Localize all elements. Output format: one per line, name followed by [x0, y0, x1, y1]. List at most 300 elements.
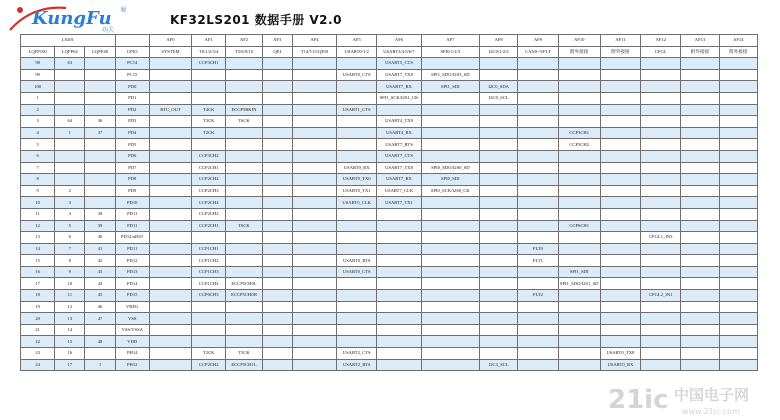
pin-number-cell: 18: [21, 290, 55, 302]
af13-label: AF13: [681, 35, 719, 47]
function-cell: [226, 266, 262, 278]
function-cell: USART0_TX0: [337, 174, 377, 186]
function-cell: [377, 290, 421, 302]
af3-label: AF3: [262, 35, 292, 47]
af0-sub: SYSTEM: [149, 46, 191, 58]
pin-number-cell: [85, 104, 115, 116]
function-cell: [600, 220, 640, 232]
function-cell: [226, 127, 262, 139]
function-cell: [681, 208, 719, 220]
function-cell: [292, 58, 336, 70]
table-row: [21, 336, 758, 348]
function-cell: [600, 58, 640, 70]
pin-number-cell: [85, 58, 115, 70]
function-cell: [292, 266, 336, 278]
function-cell: [226, 185, 262, 197]
pin-number-cell: 10: [55, 278, 85, 290]
function-cell: [558, 162, 600, 174]
function-cell: [421, 220, 479, 232]
function-cell: SPI0_SCK/I2S0_CK: [421, 185, 479, 197]
function-cell: [480, 174, 518, 186]
function-cell: [262, 232, 292, 244]
pkg-lqfp100: LQFP100: [21, 46, 55, 58]
function-cell: [719, 116, 757, 128]
function-cell: [641, 266, 681, 278]
function-cell: [192, 139, 226, 151]
function-cell: [421, 208, 479, 220]
function-cell: [337, 232, 377, 244]
pin-number-cell: 4: [21, 127, 55, 139]
function-cell: [600, 208, 640, 220]
function-cell: [641, 58, 681, 70]
function-cell: [641, 359, 681, 371]
function-cell: [337, 58, 377, 70]
function-cell: [480, 313, 518, 325]
function-cell: [377, 278, 421, 290]
function-cell: [600, 232, 640, 244]
gpio-cell: VREG: [115, 301, 149, 313]
function-cell: [558, 255, 600, 267]
pin-number-cell: [55, 81, 85, 93]
function-cell: [600, 290, 640, 302]
function-cell: [292, 348, 336, 360]
function-cell: [192, 313, 226, 325]
function-cell: [558, 336, 600, 348]
function-cell: USART7_CLK: [377, 185, 421, 197]
pin-number-cell: 15: [21, 255, 55, 267]
af-subheader-row: [21, 46, 758, 58]
function-cell: [262, 58, 292, 70]
gpio-cell: VDD: [115, 336, 149, 348]
function-cell: [337, 208, 377, 220]
function-cell: [377, 266, 421, 278]
gpio-cell: PC15: [115, 69, 149, 81]
function-cell: [149, 58, 191, 70]
pin-number-cell: 5: [21, 139, 55, 151]
function-cell: [292, 290, 336, 302]
function-cell: [292, 116, 336, 128]
pin-number-cell: 17: [21, 278, 55, 290]
function-cell: [149, 232, 191, 244]
gpio-cell: PD6: [115, 150, 149, 162]
function-cell: [600, 185, 640, 197]
function-cell: [149, 348, 191, 360]
pin-number-cell: [85, 197, 115, 209]
pin-number-cell: 13: [55, 313, 85, 325]
function-cell: T2CK: [192, 127, 226, 139]
function-cell: T3CK: [192, 116, 226, 128]
function-cell: [292, 104, 336, 116]
function-cell: CCP2CH1: [192, 220, 226, 232]
function-cell: [192, 92, 226, 104]
pin-number-cell: [85, 139, 115, 151]
table-row: [21, 220, 758, 232]
gpio-cell: PD11: [115, 243, 149, 255]
function-cell: [292, 313, 336, 325]
function-cell: [719, 162, 757, 174]
pin-number-cell: 4: [55, 208, 85, 220]
function-cell: [421, 197, 479, 209]
page-header: [0, 0, 780, 34]
function-cell: [518, 150, 558, 162]
function-cell: [292, 324, 336, 336]
function-cell: [377, 313, 421, 325]
af5-label: AF5: [337, 35, 377, 47]
function-cell: [681, 220, 719, 232]
pin-number-cell: 20: [21, 313, 55, 325]
function-cell: [149, 127, 191, 139]
watermark-url: www.21ic.com: [682, 407, 740, 416]
table-row: [21, 197, 758, 209]
function-cell: [558, 185, 600, 197]
function-cell: [558, 81, 600, 93]
function-cell: [641, 348, 681, 360]
function-cell: [600, 255, 640, 267]
function-cell: CFGL2_IN1: [641, 290, 681, 302]
function-cell: USART0_TX8: [600, 348, 640, 360]
function-cell: [149, 359, 191, 371]
table-row: [21, 232, 758, 244]
af0-label: AF0: [149, 35, 191, 47]
pin-number-cell: 48: [85, 336, 115, 348]
function-cell: [641, 150, 681, 162]
gpio-cell: PD4: [115, 127, 149, 139]
af10-label: AF10: [558, 35, 600, 47]
function-cell: [421, 301, 479, 313]
gpio-cell: VSS/VSSA: [115, 324, 149, 336]
function-cell: [292, 139, 336, 151]
function-cell: [192, 69, 226, 81]
function-cell: [226, 313, 262, 325]
pkg-lqfp64: LQFP64: [55, 46, 85, 58]
function-cell: [719, 301, 757, 313]
function-cell: [719, 313, 757, 325]
function-cell: [421, 336, 479, 348]
af7-sub: SPI0/1/2/3: [421, 46, 479, 58]
function-cell: [641, 336, 681, 348]
function-cell: CCP2CH2: [192, 359, 226, 371]
function-cell: USART7_TX1: [377, 197, 421, 209]
function-cell: [226, 69, 262, 81]
function-cell: I2C0_SCL: [480, 92, 518, 104]
table-row: [21, 278, 758, 290]
af6-sub: USART3/4/5/6/7: [377, 46, 421, 58]
pin-number-cell: 11: [55, 290, 85, 302]
function-cell: [600, 174, 640, 186]
af1-sub: T0/1/2/3/4: [192, 46, 226, 58]
function-cell: [337, 324, 377, 336]
function-cell: [681, 81, 719, 93]
pin-number-cell: 64: [55, 116, 85, 128]
function-cell: [226, 139, 262, 151]
function-cell: [558, 150, 600, 162]
pin-number-cell: 1: [85, 359, 115, 371]
gpio-cell: PH14: [115, 348, 149, 360]
function-cell: [149, 278, 191, 290]
function-cell: [600, 127, 640, 139]
pin-number-cell: [85, 162, 115, 174]
function-cell: [262, 290, 292, 302]
function-cell: USART1_CTS: [337, 104, 377, 116]
gpio-cell: PH12: [115, 359, 149, 371]
function-cell: [600, 301, 640, 313]
function-cell: [681, 150, 719, 162]
pin-number-cell: [55, 69, 85, 81]
function-cell: RTC_OUT: [149, 104, 191, 116]
pin-number-cell: 16: [21, 266, 55, 278]
pin-number-cell: [55, 162, 85, 174]
function-cell: [262, 278, 292, 290]
af14-label: AF14: [719, 35, 757, 47]
function-cell: [681, 243, 719, 255]
document-title: KF32LS201 数据手册 V2.0: [170, 13, 342, 27]
function-cell: [641, 69, 681, 81]
function-cell: [226, 324, 262, 336]
function-cell: [262, 139, 292, 151]
pin-number-cell: 13: [21, 232, 55, 244]
function-cell: [719, 232, 757, 244]
pin-number-cell: 38: [85, 208, 115, 220]
function-cell: [641, 127, 681, 139]
function-cell: [192, 324, 226, 336]
function-cell: CCP1CH1: [192, 243, 226, 255]
function-cell: [719, 336, 757, 348]
function-cell: [421, 116, 479, 128]
function-cell: [262, 162, 292, 174]
table-row: [21, 301, 758, 313]
function-cell: [641, 81, 681, 93]
function-cell: [518, 266, 558, 278]
table-row: [21, 69, 758, 81]
function-cell: [518, 220, 558, 232]
table-row: [21, 174, 758, 186]
site-watermark: [604, 378, 774, 418]
pin-number-cell: 8: [55, 255, 85, 267]
function-cell: [719, 243, 757, 255]
pin-number-cell: 12: [21, 220, 55, 232]
table-row: [21, 290, 758, 302]
function-cell: [337, 220, 377, 232]
function-cell: [681, 301, 719, 313]
function-cell: [600, 313, 640, 325]
function-cell: [600, 104, 640, 116]
function-cell: [262, 266, 292, 278]
pin-number-cell: [85, 174, 115, 186]
function-cell: [518, 58, 558, 70]
function-cell: [262, 127, 292, 139]
pin-number-cell: 9: [55, 266, 85, 278]
function-cell: [518, 174, 558, 186]
function-cell: [600, 92, 640, 104]
pin-number-cell: 39: [85, 220, 115, 232]
function-cell: [292, 185, 336, 197]
function-cell: USART4_RX: [377, 127, 421, 139]
function-cell: [719, 127, 757, 139]
pkg-lqfp48: LQFP48: [85, 46, 115, 58]
function-cell: T4CK: [192, 104, 226, 116]
function-cell: [558, 58, 600, 70]
function-cell: USART2_CTS: [337, 348, 377, 360]
function-cell: [149, 208, 191, 220]
pin-number-cell: 3: [21, 116, 55, 128]
af13-sub: 附外接接: [681, 46, 719, 58]
pin-number-cell: 19: [21, 301, 55, 313]
function-cell: [641, 313, 681, 325]
function-cell: [149, 92, 191, 104]
function-cell: [518, 127, 558, 139]
af11-sub: 附外接接: [600, 46, 640, 58]
function-cell: [192, 81, 226, 93]
function-cell: [226, 58, 262, 70]
function-cell: [558, 92, 600, 104]
function-cell: [262, 208, 292, 220]
function-cell: [641, 301, 681, 313]
function-cell: [262, 150, 292, 162]
function-cell: [262, 185, 292, 197]
table-row: [21, 208, 758, 220]
function-cell: [600, 116, 640, 128]
table-row: [21, 185, 758, 197]
pin-number-cell: [85, 92, 115, 104]
pin-number-cell: 1: [21, 92, 55, 104]
function-cell: [262, 255, 292, 267]
pin-number-cell: 42: [85, 255, 115, 267]
function-cell: [480, 139, 518, 151]
function-cell: USART7_TX8: [377, 162, 421, 174]
table-row: [21, 92, 758, 104]
function-cell: [480, 150, 518, 162]
function-cell: ECCP5CH0L: [226, 278, 262, 290]
pin-number-cell: 99: [21, 69, 55, 81]
function-cell: [421, 232, 479, 244]
function-cell: FLT1: [518, 255, 558, 267]
function-cell: [681, 185, 719, 197]
function-cell: [226, 174, 262, 186]
gpio-cell: PD11: [115, 208, 149, 220]
function-cell: [292, 69, 336, 81]
af3-sub: QEI: [262, 46, 292, 58]
function-cell: [480, 116, 518, 128]
function-cell: [337, 139, 377, 151]
function-cell: [226, 197, 262, 209]
function-cell: [149, 162, 191, 174]
pin-number-cell: 17: [55, 359, 85, 371]
function-cell: [192, 336, 226, 348]
function-cell: [262, 69, 292, 81]
af2-label: AF2: [226, 35, 262, 47]
gpio-cell: PD12/nRST: [115, 232, 149, 244]
function-cell: [262, 104, 292, 116]
table-row: [21, 324, 758, 336]
function-cell: [226, 301, 262, 313]
function-cell: USART7_RX: [377, 174, 421, 186]
function-cell: [558, 301, 600, 313]
pin-number-cell: 63: [55, 58, 85, 70]
function-cell: [681, 324, 719, 336]
function-cell: [421, 348, 479, 360]
function-cell: [377, 336, 421, 348]
function-cell: [480, 301, 518, 313]
function-cell: [337, 127, 377, 139]
function-cell: [681, 92, 719, 104]
function-cell: [421, 290, 479, 302]
pin-number-cell: 7: [55, 243, 85, 255]
logo-brand: KungFu: [32, 8, 112, 29]
function-cell: [480, 104, 518, 116]
pin-number-cell: 11: [21, 208, 55, 220]
function-cell: [262, 197, 292, 209]
pin-number-cell: 14: [55, 324, 85, 336]
function-cell: [681, 255, 719, 267]
function-cell: CCP3CH1: [192, 58, 226, 70]
function-cell: CFGL1_IN3: [641, 232, 681, 244]
function-cell: [262, 324, 292, 336]
function-cell: [480, 127, 518, 139]
function-cell: [518, 104, 558, 116]
function-cell: [641, 104, 681, 116]
af12-label: AF12: [641, 35, 681, 47]
pin-number-cell: 100: [21, 81, 55, 93]
function-cell: [262, 336, 292, 348]
pin-number-cell: 16: [55, 348, 85, 360]
chip-label: LS201: [21, 35, 116, 47]
function-cell: [719, 139, 757, 151]
function-cell: USART7_RTS: [377, 139, 421, 151]
table-row: [21, 255, 758, 267]
function-cell: CCP3CH2: [192, 150, 226, 162]
logo-registered-mark: ®: [120, 6, 127, 14]
function-cell: [641, 92, 681, 104]
function-cell: [681, 162, 719, 174]
table-row: [21, 104, 758, 116]
function-cell: [558, 232, 600, 244]
af4-label: AF4: [292, 35, 336, 47]
function-cell: [226, 243, 262, 255]
function-cell: USART4_TX8: [377, 116, 421, 128]
function-cell: FLT2: [518, 290, 558, 302]
function-cell: SPI0_SDO/I2S0_SD: [421, 162, 479, 174]
gpio-cell: PD0: [115, 81, 149, 93]
table-row: [21, 359, 758, 371]
function-cell: [681, 278, 719, 290]
function-cell: [641, 220, 681, 232]
gpio-cell: PC14: [115, 58, 149, 70]
function-cell: [641, 255, 681, 267]
function-cell: [377, 359, 421, 371]
function-cell: USART7_RX: [377, 81, 421, 93]
function-cell: [421, 243, 479, 255]
function-cell: [262, 301, 292, 313]
function-cell: [421, 278, 479, 290]
af10-sub: 附外接接: [558, 46, 600, 58]
gpio-cell: PD12: [115, 255, 149, 267]
function-cell: [149, 243, 191, 255]
pin-number-cell: 15: [55, 336, 85, 348]
function-cell: SPI1_SDO/I2S3_SD: [421, 69, 479, 81]
function-cell: [292, 174, 336, 186]
pin-number-cell: 43: [85, 266, 115, 278]
function-cell: [518, 278, 558, 290]
function-cell: ECCP5CH0H: [226, 290, 262, 302]
function-cell: [421, 313, 479, 325]
pin-number-cell: [85, 81, 115, 93]
function-cell: [292, 150, 336, 162]
function-cell: SPI1_SDO/I2S1_SD: [558, 278, 600, 290]
function-cell: USART2_RTS: [337, 359, 377, 371]
function-cell: [480, 220, 518, 232]
function-cell: [558, 313, 600, 325]
gpio-cell: PD1: [115, 92, 149, 104]
